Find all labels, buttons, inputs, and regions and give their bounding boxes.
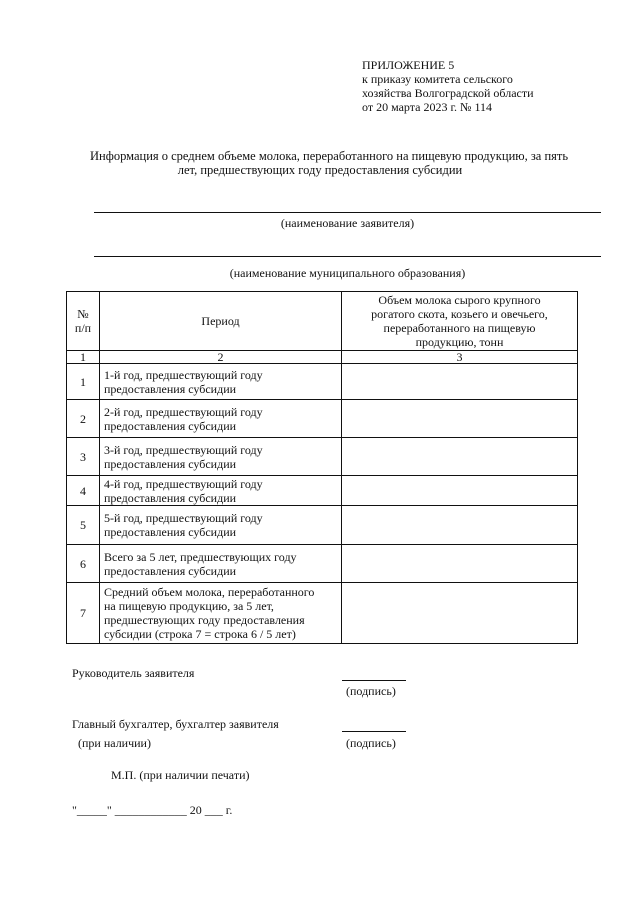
row-period-line: 3-й год, предшествующий году [104,442,263,457]
table-row [67,545,578,583]
row-volume-cell[interactable] [342,400,578,438]
column-numbers-row [67,351,578,364]
header-volume-line: переработанного на пищевую [383,321,536,335]
row-volume-cell[interactable] [342,583,578,644]
row-period-line: предшествующих году предоставления [104,613,305,627]
row-period [100,476,342,506]
table-row [67,400,578,438]
header-volume-line: продукцию, тонн [415,335,504,349]
row-period-line: предоставления субсидии [104,490,237,505]
row-period-line: 5-й год, предшествующий году [104,511,263,525]
header-number-sign: № [77,307,89,321]
row-period-line: субсидии (строка 7 = строка 6 / 5 лет) [104,627,296,641]
row-period-line: предоставления субсидии [104,525,237,539]
applicant-caption: (наименование заявителя) [280,216,415,230]
accountant-note: (при наличии) [78,736,151,750]
header-volume-line: рогатого скота, козьего и овечьего, [371,307,548,321]
row-period-line: предоставления субсидии [104,381,237,396]
table-row [67,438,578,476]
municipality-caption: (наименование муниципального образования) [229,266,466,280]
row-number: 6 [67,545,100,583]
header-number [67,292,100,351]
column-number: 3 [342,351,578,364]
header-volume-line: Объем молока сырого крупного [378,293,541,307]
row-period [100,506,342,545]
accountant-signature-label: Главный бухгалтер, бухгалтер заявителя [72,717,279,731]
row-number: 5 [67,506,100,545]
appendix-line: к приказу комитета сельского [362,72,513,86]
table-header-row [67,292,578,351]
appendix-block [362,58,612,114]
row-period-line: предоставления субсидии [104,456,237,471]
row-period-line: Средний объем молока, переработанного [104,585,315,599]
appendix-line: хозяйства Волгоградской области [362,86,534,100]
head-signature-line[interactable] [342,680,406,681]
head-signature-caption: (подпись) [346,684,396,698]
row-period [100,438,342,476]
document-title [90,149,569,177]
milk-volume-table [66,291,578,644]
title-line: Информация о среднем объеме молока, переработанного на пищевую продукцию, за пять [90,149,569,163]
header-volume [342,292,578,351]
municipality-line [94,256,601,257]
row-volume-cell[interactable] [342,476,578,506]
row-period-line: предоставления субсидии [104,418,237,433]
title-line: лет, предшествующих году предоставления субсидии [177,163,463,177]
row-period [100,583,342,644]
row-volume-cell[interactable] [342,506,578,545]
appendix-date: от 20 марта 2023 г. № 114 [362,100,493,114]
row-number: 3 [67,438,100,476]
row-volume-cell[interactable] [342,364,578,400]
accountant-signature-caption: (подпись) [346,736,396,750]
head-signature-label: Руководитель заявителя [72,666,195,680]
row-period-line: предоставления субсидии [104,563,237,578]
row-volume-cell[interactable] [342,545,578,583]
table-row [67,506,578,545]
row-period [100,400,342,438]
row-period-line: Всего за 5 лет, предшествующих году [104,549,297,564]
row-period [100,545,342,583]
stamp-note: М.П. (при наличии печати) [111,768,250,782]
row-volume-cell[interactable] [342,438,578,476]
row-period-line: 1-й год, предшествующий году [104,367,263,382]
row-number: 1 [67,364,100,400]
table-row [67,476,578,506]
row-period-line: 2-й год, предшествующий году [104,404,263,419]
row-number: 2 [67,400,100,438]
header-period: Период [100,292,342,351]
accountant-signature-line[interactable] [342,731,406,732]
appendix-title: ПРИЛОЖЕНИЕ 5 [362,58,455,72]
column-number: 2 [100,351,342,364]
column-number: 1 [67,351,100,364]
row-period [100,364,342,400]
row-period-line: 4-й год, предшествующий году [104,476,263,491]
date-line[interactable]: "_____" ____________ 20 ___ г. [72,803,233,817]
table-row [67,583,578,644]
row-number: 7 [67,583,100,644]
header-number-label: п/п [74,321,92,335]
row-period-line: на пищевую продукцию, за 5 лет, [104,599,274,613]
table-row [67,364,578,400]
applicant-line [94,212,601,213]
row-number: 4 [67,476,100,506]
